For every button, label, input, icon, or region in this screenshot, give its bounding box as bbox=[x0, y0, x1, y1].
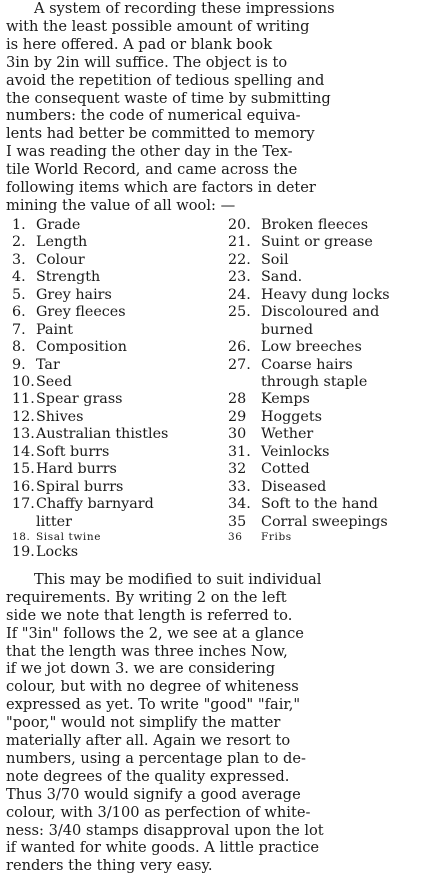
list-item bbox=[12, 426, 217, 443]
item-text: Shives bbox=[36, 408, 84, 425]
item-text: Grade bbox=[36, 216, 81, 233]
list-item bbox=[228, 531, 429, 544]
intro-line: with the least possible amount of writing bbox=[6, 17, 310, 35]
item-text: Cotted bbox=[261, 461, 310, 478]
list-item bbox=[12, 461, 217, 478]
list-item bbox=[12, 391, 217, 408]
list-item bbox=[228, 514, 429, 531]
item-number: 14. bbox=[12, 443, 35, 460]
outro-line: requirements. By writing 2 on the left bbox=[6, 588, 287, 606]
item-number: 3. bbox=[12, 251, 26, 268]
closing-paragraph bbox=[6, 571, 423, 875]
list-item bbox=[228, 287, 429, 304]
item-number: 1. bbox=[12, 216, 26, 233]
item-number: 6. bbox=[12, 304, 26, 321]
item-number: 8. bbox=[12, 339, 26, 356]
list-item bbox=[12, 479, 217, 496]
intro-line: following items which are factors in deter bbox=[6, 179, 316, 197]
item-text: Chaffy barnyard bbox=[36, 496, 154, 513]
item-number: 27. bbox=[228, 356, 251, 373]
list-item bbox=[12, 496, 217, 513]
list-item bbox=[12, 252, 217, 269]
list-item bbox=[228, 357, 429, 374]
item-continuation: burned bbox=[261, 321, 314, 338]
item-number: 20. bbox=[228, 216, 251, 233]
list-item bbox=[228, 339, 429, 356]
item-number: 9. bbox=[12, 356, 26, 373]
outro-line: numbers, using a percentage plan to de- bbox=[6, 749, 306, 767]
item-number: 2. bbox=[12, 234, 26, 251]
item-number: 18. bbox=[12, 531, 31, 544]
list-item bbox=[228, 234, 429, 251]
item-number: 29 bbox=[228, 408, 247, 425]
outro-line: that the length was three inches Now, bbox=[6, 642, 288, 660]
item-text: Seed bbox=[36, 373, 72, 390]
intro-line: 3in by 2in will suffice. The object is to bbox=[6, 53, 288, 71]
item-text: Kemps bbox=[261, 391, 310, 408]
list-item bbox=[12, 357, 217, 374]
item-number: 21. bbox=[228, 234, 251, 251]
item-text: Soft burrs bbox=[36, 443, 110, 460]
outro-line: if wanted for white goods. A little practice bbox=[6, 839, 320, 857]
item-text: Hoggets bbox=[261, 408, 322, 425]
item-number: 16. bbox=[12, 478, 35, 495]
item-text: Australian thistles bbox=[36, 426, 169, 443]
item-number: 31. bbox=[228, 443, 251, 460]
outro-line: if we jot down 3. we are considering bbox=[6, 660, 276, 678]
wool-factors-list bbox=[6, 217, 423, 569]
item-text: Composition bbox=[36, 339, 127, 356]
item-number: 7. bbox=[12, 321, 26, 338]
item-text: Corral sweepings bbox=[261, 513, 388, 530]
item-text: Spear grass bbox=[36, 391, 123, 408]
outro-line: note degrees of the quality expressed. bbox=[6, 767, 290, 785]
item-text: Soft to the hand bbox=[261, 496, 378, 513]
list-item bbox=[228, 391, 429, 408]
list-item bbox=[228, 461, 429, 478]
item-text: Grey fleeces bbox=[36, 304, 126, 321]
item-number: 19. bbox=[12, 544, 35, 561]
outro-line: renders the thing very easy. bbox=[6, 857, 213, 875]
outro-line: expressed as yet. To write "good" "fair," bbox=[6, 696, 301, 714]
list-item bbox=[228, 217, 429, 234]
item-text: Wether bbox=[261, 426, 314, 443]
item-number: 11. bbox=[12, 391, 35, 408]
item-text: Discoloured and bbox=[261, 304, 380, 321]
item-text: Grey hairs bbox=[36, 286, 112, 303]
factors-column-right bbox=[228, 217, 429, 544]
list-item bbox=[228, 269, 429, 286]
outro-line: side we note that length is referred to. bbox=[6, 606, 293, 624]
item-number: 10. bbox=[12, 373, 35, 390]
item-number: 12. bbox=[12, 408, 35, 425]
item-text: Tar bbox=[36, 356, 60, 373]
intro-paragraph bbox=[6, 0, 423, 215]
factors-column-left bbox=[12, 217, 217, 562]
intro-line: the consequent waste of time by submitting bbox=[6, 89, 331, 107]
intro-line: I was reading the other day in the Tex- bbox=[6, 143, 293, 161]
intro-line: lents had better be committed to memory bbox=[6, 125, 315, 143]
list-item bbox=[228, 409, 429, 426]
item-number: 35 bbox=[228, 513, 247, 530]
outro-line: "poor," would not simplify the matter bbox=[6, 714, 281, 732]
item-number: 33. bbox=[228, 478, 251, 495]
item-text: Length bbox=[36, 234, 88, 251]
item-text: Spiral burrs bbox=[36, 478, 124, 495]
outro-line: Thus 3/70 would signify a good average bbox=[6, 785, 301, 803]
outro-line: If "3in" follows the 2, we see at a glance bbox=[6, 624, 304, 642]
item-text: Coarse hairs bbox=[261, 356, 353, 373]
list-item bbox=[12, 531, 217, 544]
list-item bbox=[12, 217, 217, 234]
item-text: Veinlocks bbox=[261, 443, 330, 460]
item-number: 25. bbox=[228, 304, 251, 321]
item-number: 32 bbox=[228, 461, 247, 478]
item-text: Suint or grease bbox=[261, 234, 373, 251]
item-number: 34. bbox=[228, 496, 251, 513]
item-text: Paint bbox=[36, 321, 74, 338]
list-item bbox=[228, 426, 429, 443]
list-item bbox=[12, 304, 217, 321]
item-continuation: litter bbox=[36, 513, 72, 530]
intro-line: is here offered. A pad or blank book bbox=[6, 35, 273, 53]
item-text: Hard burrs bbox=[36, 461, 117, 478]
item-number: 17. bbox=[12, 496, 35, 513]
list-item bbox=[12, 234, 217, 251]
list-item bbox=[228, 479, 429, 496]
outro-line: ness: 3/40 stamps disapproval upon the lot bbox=[6, 821, 324, 839]
item-text: Colour bbox=[36, 251, 85, 268]
item-number: 36 bbox=[228, 531, 243, 544]
item-number: 28 bbox=[228, 391, 247, 408]
intro-line: numbers: the code of numerical equiva- bbox=[6, 107, 301, 125]
item-text: Diseased bbox=[261, 478, 327, 495]
intro-line: avoid the repetition of tedious spelling and bbox=[6, 71, 325, 89]
intro-line: mining the value of all wool: — bbox=[6, 196, 236, 214]
list-item bbox=[228, 252, 429, 269]
outro-line: colour, but with no degree of whiteness bbox=[6, 678, 299, 696]
list-item bbox=[228, 444, 429, 461]
item-number: 24. bbox=[228, 286, 251, 303]
item-number: 30 bbox=[228, 426, 247, 443]
list-item bbox=[12, 339, 217, 356]
item-text: Broken fleeces bbox=[261, 216, 369, 233]
item-number: 5. bbox=[12, 286, 26, 303]
list-item bbox=[12, 544, 217, 561]
outro-line: This may be modified to suit individual bbox=[34, 570, 322, 588]
intro-line: tile World Record, and came across the bbox=[6, 161, 298, 179]
list-item bbox=[12, 444, 217, 461]
list-item bbox=[228, 304, 429, 321]
item-number: 13. bbox=[12, 426, 35, 443]
list-item bbox=[228, 496, 429, 513]
item-text: Sand. bbox=[261, 269, 303, 286]
item-number: 4. bbox=[12, 269, 26, 286]
list-item bbox=[12, 322, 217, 339]
item-number: 23. bbox=[228, 269, 251, 286]
item-number: 26. bbox=[228, 339, 251, 356]
list-item bbox=[12, 374, 217, 391]
list-item bbox=[12, 409, 217, 426]
item-text: Soil bbox=[261, 251, 289, 268]
item-text: Strength bbox=[36, 269, 101, 286]
item-text: Low breeches bbox=[261, 339, 362, 356]
item-continuation: through staple bbox=[261, 373, 368, 390]
list-item bbox=[12, 269, 217, 286]
list-item bbox=[12, 287, 217, 304]
item-text: Heavy dung locks bbox=[261, 286, 390, 303]
item-number: 22. bbox=[228, 251, 251, 268]
item-text: Locks bbox=[36, 544, 79, 561]
item-number: 15. bbox=[12, 461, 35, 478]
item-text: Fribs bbox=[261, 531, 292, 544]
outro-line: colour, with 3/100 as perfection of white- bbox=[6, 803, 311, 821]
outro-line: materially after all. Again we resort to bbox=[6, 732, 291, 750]
intro-line: A system of recording these impressions bbox=[34, 0, 335, 17]
item-text: Sisal twine bbox=[36, 531, 102, 544]
